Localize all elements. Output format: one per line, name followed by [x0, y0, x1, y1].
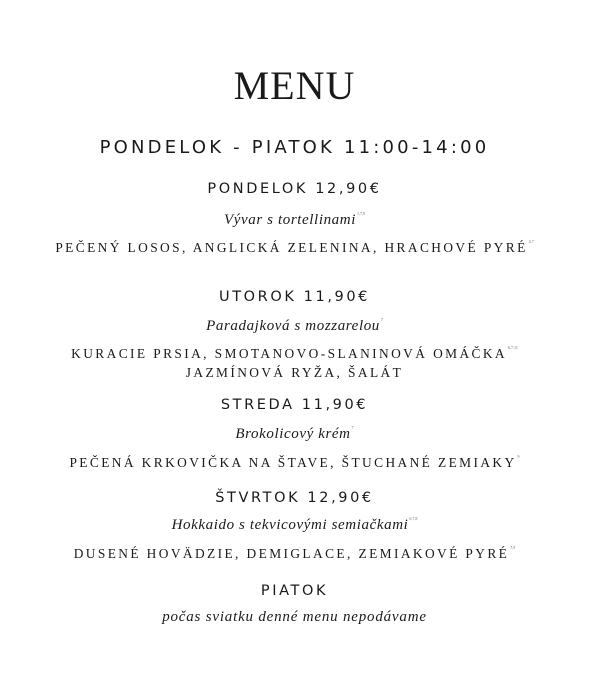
- allergen-codes: 6,7,8: [409, 516, 418, 521]
- allergen-codes: 4,7: [528, 239, 534, 244]
- main-dish-monday: [0, 239, 589, 256]
- soup-name: Brokolicový krém: [235, 426, 351, 442]
- allergen-codes: 7: [351, 425, 354, 430]
- allergen-codes: 1,7,9: [357, 211, 365, 216]
- main-dish-tuesday-line2: JAZMÍNOVÁ RYŽA, ŠALÁT: [185, 365, 404, 380]
- day-heading-friday: PIATOK: [260, 583, 329, 599]
- day-heading-monday: PONDELOK 12,90€: [207, 181, 382, 197]
- soup-wednesday: [0, 425, 589, 443]
- main-dish-line: DUSENÉ HOVÄDZIE, DEMIGLACE, ZEMIAKOVÉ PYRÉ: [73, 546, 510, 561]
- main-dish-tuesday: [0, 345, 589, 362]
- soup-name: Hokkaido s tekvicovými semiačkami: [171, 517, 409, 533]
- day-heading-wednesday: STREDA 11,90€: [220, 397, 369, 413]
- menu-title: MENU: [233, 63, 356, 108]
- soup-name: Vývar s tortellinami: [224, 212, 356, 228]
- main-dish-line: PEČENÝ LOSOS, ANGLICKÁ ZELENINA, HRACHOVÉ PYRÉ: [55, 240, 528, 255]
- allergen-codes: 7,9: [510, 545, 516, 550]
- allergen-codes: 6,7,11: [507, 345, 518, 350]
- soup-thursday: [0, 516, 589, 534]
- soup-tuesday: [0, 317, 589, 335]
- soup-name: Paradajková s mozzarelou: [206, 318, 380, 334]
- allergen-codes: 7: [380, 317, 383, 322]
- friday-note: počas sviatku denné menu nepodávame: [162, 609, 427, 625]
- main-dish-line: PEČENÁ KRKOVIČKA NA ŠTAVE, ŠTUCHANÉ ZEMIAKY: [69, 455, 517, 470]
- main-dish-line: KURACIE PRSIA, SMOTANOVO-SLANINOVÁ OMÁČKA: [71, 346, 507, 361]
- main-dish-wednesday: [0, 454, 589, 471]
- main-dish-thursday: [0, 545, 589, 562]
- day-heading-thursday: ŠTVRTOK 12,90€: [215, 490, 374, 506]
- day-heading-tuesday: UTOROK 11,90€: [218, 289, 371, 305]
- allergen-codes: 9: [517, 454, 520, 459]
- opening-hours: PONDELOK - PIATOK 11:00-14:00: [99, 137, 490, 158]
- soup-monday: [0, 211, 589, 229]
